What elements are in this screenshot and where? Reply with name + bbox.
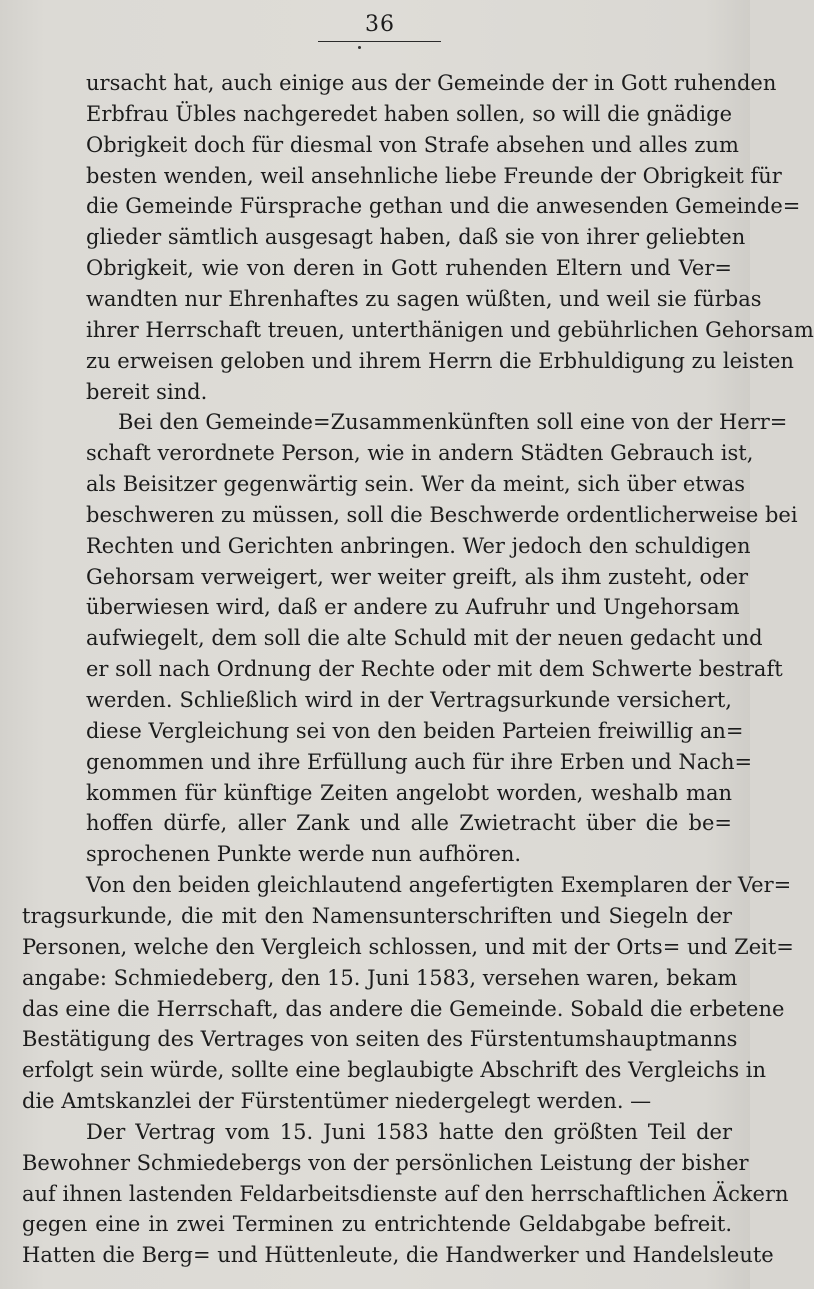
text-line: Bestätigung des Vertrages von seiten des Fürstentumshauptmanns [22, 1027, 738, 1051]
text-line: Rechten und Gerichten anbringen. Wer jedoch den schuldigen [86, 534, 751, 558]
text-line: Bei den Gemeinde=Zusammenkünften soll eine von der Herr= [118, 410, 788, 434]
text-line: ihrer Herrschaft treuen, unterthänigen und gebührlichen Gehorsam [86, 318, 814, 342]
text-line: das eine die Herrschaft, das andere die Gemeinde. Sobald die erbetene [22, 997, 785, 1021]
page-number: 36 [365, 12, 395, 37]
text-line: bereit sind. [86, 380, 208, 404]
text-line: ursacht hat, auch einige aus der Gemeinde der in Gott ruhenden [86, 71, 777, 95]
text-line: Hatten die Berg= und Hüttenleute, die Handwerker und Handelsleute [22, 1243, 774, 1267]
text-line: die Amtskanzlei der Fürstentümer niedergelegt werden. — [22, 1089, 652, 1113]
text-line: Erbfrau Übles nachgeredet haben sollen, so will die gnädige [86, 102, 732, 126]
text-line: angabe: Schmiedeberg, den 15. Juni 1583, versehen waren, bekam [22, 966, 738, 990]
text-line: Obrigkeit doch für diesmal von Strafe absehen und alles zum [86, 133, 739, 157]
text-line: besten wenden, weil ansehnliche liebe Freunde der Obrigkeit für [86, 164, 782, 188]
text-line: genommen und ihre Erfüllung auch für ihre Erben und Nach= [86, 750, 753, 774]
text-line: werden. Schließlich wird in der Vertragsurkunde versichert, [86, 688, 732, 712]
text-line: Personen, welche den Vergleich schlossen, und mit der Orts= und Zeit= [22, 935, 794, 959]
text-line: Von den beiden gleichlautend angefertigten Exemplaren der Ver= [86, 873, 792, 897]
text-line: überwiesen wird, daß er andere zu Aufruhr und Ungehorsam [86, 595, 740, 619]
text-line: tragsurkunde, die mit den Namensunterschriften und Siegeln der [22, 904, 732, 928]
text-line: aufwiegelt, dem soll die alte Schuld mit der neuen gedacht und [86, 626, 763, 650]
text-line: als Beisitzer gegenwärtig sein. Wer da meint, sich über etwas [86, 472, 745, 496]
text-line: zu erweisen geloben und ihrem Herrn die Erbhuldigung zu leisten [86, 349, 794, 373]
text-line: wandten nur Ehrenhaftes zu sagen wüßten, und weil sie fürbas [86, 287, 762, 311]
text-line: kommen für künftige Zeiten angelobt worden, weshalb man [86, 781, 732, 805]
text-line: gegen eine in zwei Terminen zu entrichtende Geldabgabe befreit. [22, 1212, 732, 1236]
text-line: erfolgt sein würde, sollte eine beglaubigte Abschrift des Vergleichs in [22, 1058, 767, 1082]
text-line: Gehorsam verweigert, wer weiter greift, als ihm zusteht, oder [86, 565, 749, 589]
text-line: er soll nach Ordnung der Rechte oder mit dem Schwerte bestraft [86, 657, 783, 681]
text-line: sprochenen Punkte werde nun aufhören. [86, 842, 522, 866]
text-line: auf ihnen lastenden Feldarbeitsdienste auf den herrschaftlichen Äckern [22, 1182, 789, 1206]
text-line: schaft verordnete Person, wie in andern Städten Gebrauch ist, [86, 441, 754, 465]
text-line: hoffen dürfe, aller Zank und alle Zwietracht über die be= [86, 811, 732, 835]
text-line: Bewohner Schmiedebergs von der persönlichen Leistung der bisher [22, 1151, 749, 1175]
header-rule [318, 41, 441, 42]
text-line: Der Vertrag vom 15. Juni 1583 hatte den größten Teil der [86, 1120, 732, 1144]
text-line: Obrigkeit, wie von deren in Gott ruhenden Eltern und Ver= [86, 256, 732, 280]
text-line: diese Vergleichung sei von den beiden Parteien freiwillig an= [86, 719, 744, 743]
text-line: die Gemeinde Fürsprache gethan und die anwesenden Gemeinde= [86, 194, 801, 218]
text-line: glieder sämtlich ausgesagt haben, daß sie von ihrer geliebten [86, 225, 746, 249]
header-dot [358, 46, 361, 49]
text-line: beschweren zu müssen, soll die Beschwerde ordentlicherweise bei [86, 503, 798, 527]
